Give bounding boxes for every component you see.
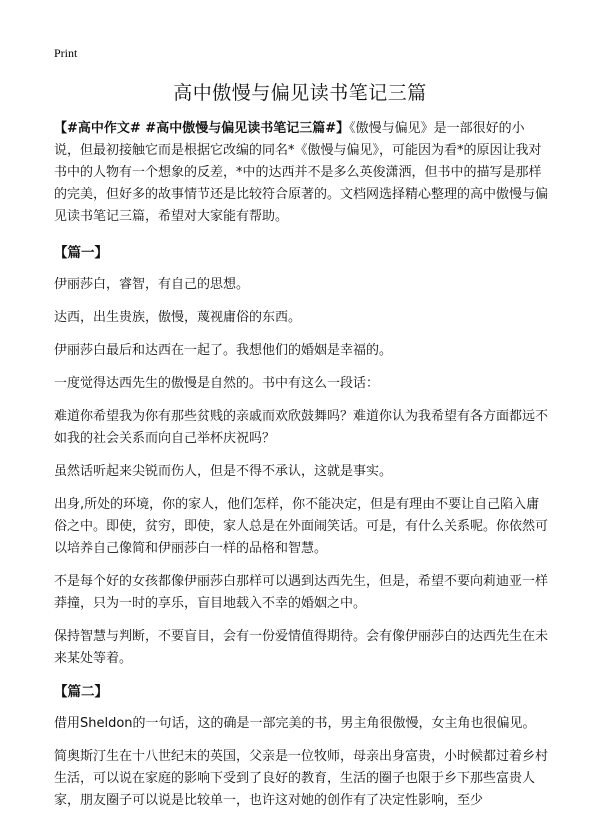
paragraph: 简奥斯汀生在十八世纪末的英国，父亲是一位牧师，母亲出身富贵，小时候都过着乡村生活，可以说在家庭的影响下受到了良好的教育，生活的圈子也限于乡下那些富贵人家，朋友圈子可以说是比较单一，也许这对她的创作有了决定性影响，至少 [54, 749, 549, 808]
intro-text: 《傲慢与偏见》是一部很好的小说，但最初接触它而是根据它改编的同名*《傲慢与偏见》，可能因为看*的原因让我对书中的人物有一个想象的反差，*中的达西并不是多么英俊潇洒，但书中的描写是那样的完美，但好多的故事情节还是比较符合原著的。文档网选择精心整理的高中傲慢与偏见读书笔记三篇，希望对大家能有帮助。 [54, 121, 549, 224]
paragraph: 一度觉得达西先生的傲慢是自然的。书中有这么一段话： [54, 376, 380, 391]
paragraph: 达西，出生贵族，傲慢，蔑视庸俗的东西。 [54, 310, 302, 325]
section-heading-2: 【篇二】 [54, 684, 108, 700]
article-body [54, 118, 550, 823]
intro-tags: 【#高中作文# #高中傲慢与偏见读书笔记三篇#】 [54, 121, 350, 136]
paragraph: 伊丽莎白最后和达西在一起了。我想他们的婚姻是幸福的。 [54, 343, 393, 358]
print-link[interactable]: Print [54, 46, 78, 60]
paragraph: 出身,所处的环境，你的家人，他们怎样，你不能决定，但是有理由不要让自己陷入庸俗之中。即使，贫穷，即使，家人总是在外面闹笑话。可是，有什么关系呢。你依然可以培养自己像简和伊丽莎白一样的品格和智慧。 [54, 497, 549, 556]
paragraph: 虽然话听起来尖锐而伤人，但是不得不承认，这就是事实。 [54, 464, 393, 479]
paragraph: 难道你希望我为你有那些贫贱的亲戚而欢欣鼓舞吗？难道你认为我希望有各方面都远不如我的社会关系而向自己举杯庆祝吗？ [54, 409, 549, 446]
section-heading-1: 【篇一】 [54, 245, 108, 261]
paragraph: 借用Sheldon的一句话，这的确是一部完美的书，男主角很傲慢，女主角也很偏见。 [54, 716, 536, 731]
paragraph: 伊丽莎白，睿智，有自己的思想。 [54, 277, 250, 292]
paragraph: 不是每个好的女孩都像伊丽莎白那样可以遇到达西先生，但是，希望不要向莉迪亚一样莽撞，只为一时的享乐，盲目地载入不幸的婚姻之中。 [54, 574, 549, 611]
intro-paragraph [54, 118, 550, 228]
page-title: 高中傲慢与偏见读书笔记三篇 [173, 82, 427, 104]
paragraph: 保持智慧与判断，不要盲目，会有一份爱情值得期待。会有像伊丽莎白的达西先生在未来某处等着。 [54, 629, 549, 666]
